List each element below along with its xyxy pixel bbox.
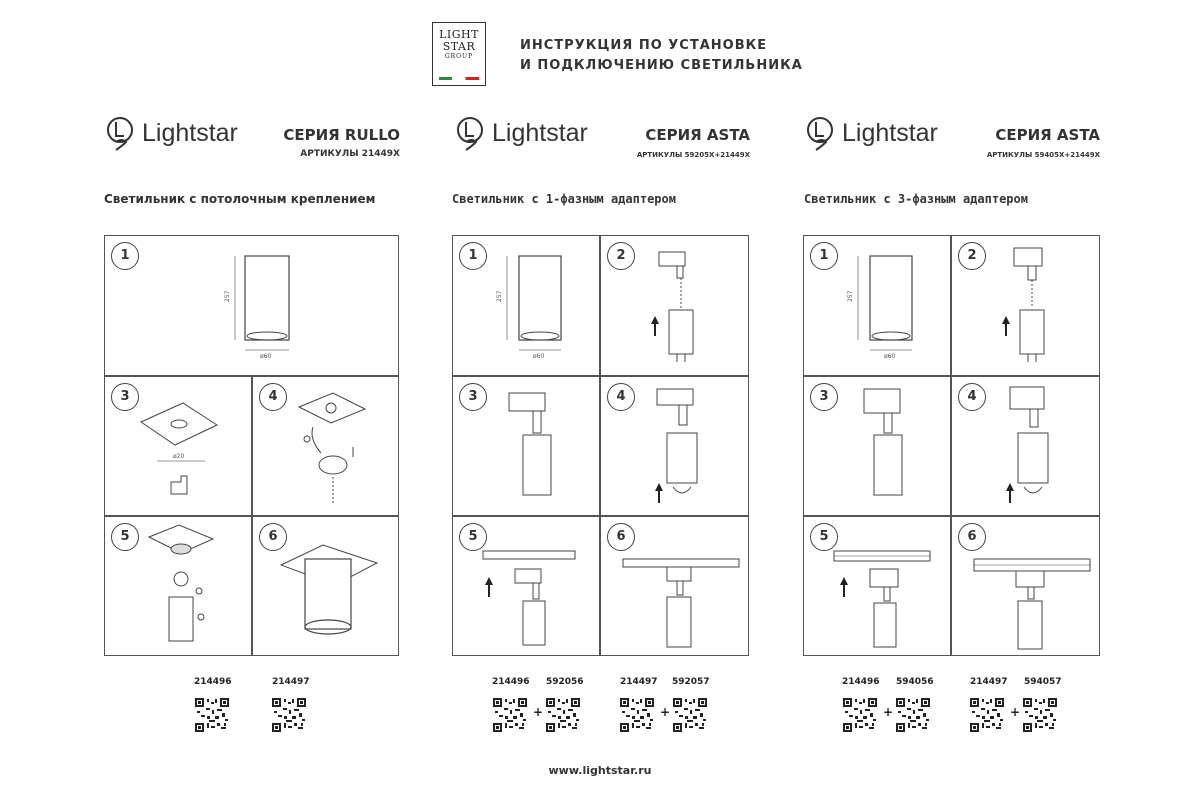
articles-asta-3: АРТИКУЛЫ 59405X+21449X bbox=[986, 151, 1100, 159]
fixture-dimension-drawing bbox=[453, 236, 601, 377]
plus-sign: + bbox=[883, 705, 894, 719]
diameter-dim-label: ø60 bbox=[884, 353, 896, 360]
step-panel-4 bbox=[252, 376, 399, 516]
step-number: 2 bbox=[958, 242, 986, 270]
lamp-insertion-drawing bbox=[601, 377, 750, 517]
diameter-dim-label: ø60 bbox=[260, 353, 272, 360]
step-number: 6 bbox=[958, 523, 986, 551]
height-dim-label: 257 bbox=[496, 290, 503, 302]
step-number: 3 bbox=[810, 383, 838, 411]
step-number: 3 bbox=[111, 383, 139, 411]
step-number: 1 bbox=[459, 242, 487, 270]
installed-fixture-drawing bbox=[253, 517, 400, 657]
arrow-up-icon bbox=[1002, 316, 1010, 336]
assembly-drawing bbox=[105, 517, 253, 657]
step-number: 5 bbox=[111, 523, 139, 551]
series-title-asta-1: СЕРИЯ ASTA bbox=[645, 126, 750, 144]
installed-track-drawing bbox=[952, 517, 1101, 657]
step-panel-4 bbox=[600, 376, 749, 516]
track-mounting-drawing bbox=[804, 517, 952, 657]
article-code: 594057 bbox=[1024, 677, 1062, 687]
article-code: 594056 bbox=[896, 677, 934, 687]
step-number: 4 bbox=[607, 383, 635, 411]
qr-code-icon[interactable] bbox=[195, 698, 229, 732]
hole-dim-label: ø20 bbox=[173, 453, 185, 460]
adapter-connection-drawing bbox=[952, 236, 1101, 377]
step-panel-5 bbox=[452, 516, 600, 656]
article-code: 214497 bbox=[272, 677, 310, 687]
qr-code-icon[interactable] bbox=[970, 698, 1004, 732]
article-code: 214497 bbox=[970, 677, 1008, 687]
adapter-assembled-drawing bbox=[804, 377, 952, 517]
step-panel-2 bbox=[600, 235, 749, 376]
track-mounting-drawing bbox=[453, 517, 601, 657]
step-number: 1 bbox=[810, 242, 838, 270]
qr-code-icon[interactable] bbox=[1023, 698, 1057, 732]
step-panel-5 bbox=[803, 516, 951, 656]
arrow-up-icon bbox=[840, 577, 848, 597]
step-panel-6 bbox=[951, 516, 1100, 656]
series-title-asta-3: СЕРИЯ ASTA bbox=[995, 126, 1100, 144]
fixture-dimension-drawing bbox=[804, 236, 952, 377]
arrow-up-icon bbox=[485, 577, 493, 597]
step-number: 6 bbox=[607, 523, 635, 551]
lightstar-logo-icon bbox=[456, 116, 490, 156]
plus-sign: + bbox=[533, 705, 544, 719]
step-panel-3 bbox=[452, 376, 600, 516]
article-code: 592056 bbox=[546, 677, 584, 687]
mounting-plate-drawing bbox=[105, 377, 253, 517]
arrow-up-icon bbox=[651, 316, 659, 336]
step-number: 1 bbox=[111, 242, 139, 270]
articles-asta-1: АРТИКУЛЫ 59205X+21449X bbox=[636, 151, 750, 159]
qr-code-icon[interactable] bbox=[673, 698, 707, 732]
subtitle-rullo: Светильник с потолочным креплением bbox=[104, 192, 376, 206]
arrow-up-icon bbox=[655, 483, 663, 503]
step-number: 6 bbox=[259, 523, 287, 551]
qr-code-icon[interactable] bbox=[843, 698, 877, 732]
series-title-rullo: СЕРИЯ RULLO bbox=[283, 126, 400, 144]
page-title: ИНСТРУКЦИЯ ПО УСТАНОВКЕ И ПОДКЛЮЧЕНИЮ СВЕТИЛЬНИКА bbox=[520, 38, 803, 73]
step-panel-1 bbox=[452, 235, 600, 376]
lightstar-group-logo: LIGHT STAR GROUP bbox=[432, 22, 486, 86]
qr-code-icon[interactable] bbox=[896, 698, 930, 732]
step-number: 5 bbox=[810, 523, 838, 551]
step-number: 4 bbox=[958, 383, 986, 411]
article-code: 592057 bbox=[672, 677, 710, 687]
step-panel-1 bbox=[803, 235, 951, 376]
adapter-connection-drawing bbox=[601, 236, 750, 377]
adapter-assembled-drawing bbox=[453, 377, 601, 517]
article-code: 214497 bbox=[620, 677, 658, 687]
height-dim-label: 257 bbox=[224, 290, 231, 302]
step-panel-1 bbox=[104, 235, 399, 376]
article-code: 214496 bbox=[842, 677, 880, 687]
qr-code-icon[interactable] bbox=[272, 698, 306, 732]
installed-track-drawing bbox=[601, 517, 750, 657]
italian-flag-stripe bbox=[439, 77, 479, 80]
plus-sign: + bbox=[660, 705, 671, 719]
fixture-dimension-drawing bbox=[105, 236, 400, 377]
lightstar-logo-icon bbox=[106, 116, 140, 156]
step-panel-3 bbox=[104, 376, 252, 516]
step-panel-6 bbox=[252, 516, 399, 656]
height-dim-label: 257 bbox=[847, 290, 854, 302]
subtitle-asta-3: Светильник с 3-фазным адаптером bbox=[804, 192, 1028, 206]
step-panel-5 bbox=[104, 516, 252, 656]
articles-rullo: АРТИКУЛЫ 21449X bbox=[300, 149, 400, 159]
step-number: 3 bbox=[459, 383, 487, 411]
wiring-drawing bbox=[253, 377, 400, 517]
step-panel-2 bbox=[951, 235, 1100, 376]
step-panel-3 bbox=[803, 376, 951, 516]
website-link[interactable]: www.lightstar.ru bbox=[548, 764, 652, 777]
step-panel-4 bbox=[951, 376, 1100, 516]
plus-sign: + bbox=[1010, 705, 1021, 719]
article-code: 214496 bbox=[492, 677, 530, 687]
step-panel-6 bbox=[600, 516, 749, 656]
arrow-up-icon bbox=[1006, 483, 1014, 503]
subtitle-asta-1: Светильник с 1-фазным адаптером bbox=[452, 192, 676, 206]
qr-code-icon[interactable] bbox=[620, 698, 654, 732]
lightstar-logo-icon bbox=[806, 116, 840, 156]
diameter-dim-label: ø60 bbox=[533, 353, 545, 360]
step-number: 4 bbox=[259, 383, 287, 411]
lamp-insertion-drawing bbox=[952, 377, 1101, 517]
step-number: 5 bbox=[459, 523, 487, 551]
qr-code-icon[interactable] bbox=[493, 698, 527, 732]
step-number: 2 bbox=[607, 242, 635, 270]
article-code: 214496 bbox=[194, 677, 232, 687]
qr-code-icon[interactable] bbox=[546, 698, 580, 732]
